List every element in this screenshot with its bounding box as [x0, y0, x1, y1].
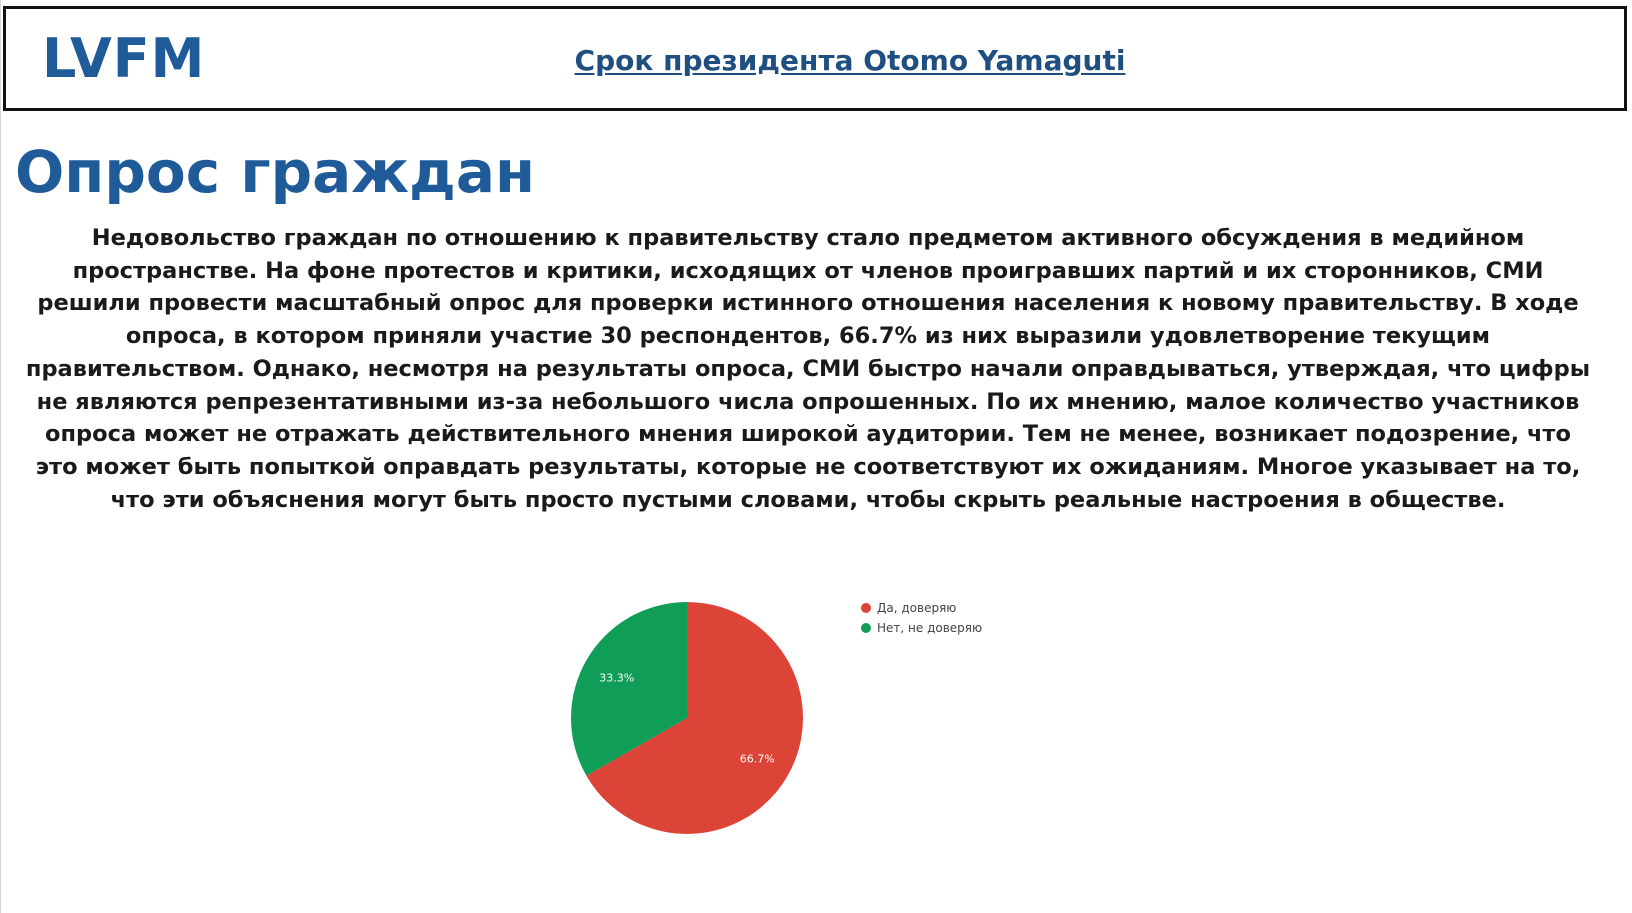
header-bar — [3, 6, 1627, 111]
legend-label-2[interactable]: Нет, не доверяю — [877, 621, 983, 635]
pie-chart-svg — [561, 592, 1021, 852]
term-link[interactable]: Срок президента Otomo Yamaguti — [574, 44, 1126, 77]
slice-label-2: 33.3% — [599, 671, 635, 685]
legend-marker-1 — [861, 603, 871, 613]
slice-label-1: 66.7% — [739, 752, 775, 766]
survey-description: Недовольство граждан по отношению к правительству стало предметом активного обсуждения в медийном пространстве. На фоне протестов и критики, исходящих от членов проигравших партий и их сторонников, СМИ решили провести масштабный опрос для проверки истинного отношения населения к новому правительству. В ходе опроса, в котором приняли участие 30 респондентов, 66.7% из них выразили удовлетворение текущим правительством. Однако, несмотря на результаты опроса, СМИ быстро начали оправдываться, утверждая, что цифры не являются репрезентативными из-за небольшого числа опрошенных. По их мнению, малое количество участников опроса может не отражать действительного мнения широкой аудитории. Тем не менее, возникает подозрение, что это может быть попыткой оправдать результаты, которые не соответствуют их ожиданиям. Многое указывает на то, что эти объяснения могут быть просто пустыми словами, чтобы скрыть реальные настроения в обществе. — [25, 225, 1591, 513]
legend-marker-2 — [861, 623, 871, 633]
survey-pie-chart — [561, 592, 1021, 852]
legend-label-1[interactable]: Да, доверяю — [877, 601, 957, 615]
logo: LVFM — [42, 27, 206, 90]
page-title: Опрос граждан — [15, 138, 536, 206]
